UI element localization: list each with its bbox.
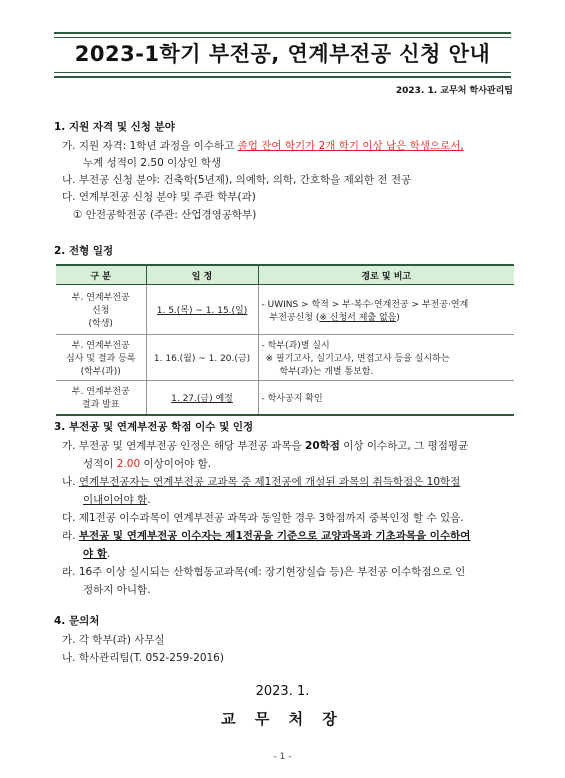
s1-item-a: 가. 지원 자격: 1학년 과정을 이수하고 졸업 잔여 학기가 2개 학기 이상 남은 학생으로서, [62, 140, 464, 152]
col-header: 구 분 [56, 265, 146, 285]
dateline: 2023. 1. 교무처 학사관리팀 [395, 86, 513, 96]
signature-name: 교 무 처 장 [221, 710, 344, 728]
row-date: 1. 5.(목) ~ 1. 15.(일) [146, 285, 258, 335]
s3-item-b: 나. 연계부전공자는 연계부전공 교과목 중 제1전공에 개설된 과목의 취득학점은 10학점 [62, 476, 461, 488]
signature-date: 2023. 1. [255, 684, 310, 699]
section-4-heading: 4. 문의처 [54, 615, 100, 627]
s1-item-c: 다. 연계부전공 신청 분야 및 주관 학부(과) [62, 191, 256, 203]
row-note: - UWINS > 학적 > 부·복수·연계전공 > 부전공·연계 부전공신청 (※ 신청서 제출 없음) [258, 285, 514, 335]
s1-item-c1: ① 안전공학전공 (주관: 산업경영공학부) [73, 209, 257, 221]
s3-item-d: 라. 부전공 및 연계부전공 이수자는 제1전공을 기준으로 교양과목과 기초과목을 이수하여 [62, 530, 471, 542]
table-header-row [56, 265, 514, 285]
s3-item-c: 다. 제1전공 이수과목이 연계부전공 과목과 동일한 경우 3학점까지 중복인정 할 수 있음. [62, 512, 464, 524]
row-label: 부. 연계부전공 심사 및 결과 등록 (학부(과)) [56, 335, 146, 381]
section-2-heading: 2. 전형 일정 [54, 245, 114, 257]
s3-item-a-cont: 성적이 2.00 이상이어야 함. [83, 458, 212, 470]
col-header: 경로 및 비고 [258, 265, 514, 285]
table-row [56, 335, 514, 381]
s1-item-a-cont: 누계 성적이 2.50 이상인 학생 [83, 157, 222, 169]
row-note: - 학사공지 확인 [258, 381, 514, 415]
s3-item-a: 가. 부전공 및 연계부전공 인정은 해당 부전공 과목을 20학점 이상 이수하고, 그 평점평균 [62, 440, 469, 452]
table-row [56, 381, 514, 415]
document-title: 2023-1학기 부전공, 연계부전공 신청 안내 [74, 42, 491, 66]
table-row [56, 285, 514, 335]
s3-item-b-cont: 이내이어야 함. [83, 494, 151, 506]
schedule-table [56, 264, 514, 416]
row-label: 부. 연계부전공 결과 발표 [56, 381, 146, 415]
col-header: 일 정 [146, 265, 258, 285]
s1-item-b: 나. 부전공 신청 분야: 건축학(5년제), 의예학, 의학, 간호학을 제외한 전 전공 [62, 174, 412, 186]
s3-item-e-cont: 정하지 아니함. [83, 584, 151, 596]
s4-item-a: 가. 각 학부(과) 사무실 [62, 634, 165, 646]
page-number: - 1 - [273, 752, 292, 762]
s4-item-b: 나. 학사관리팀(T. 052-259-2016) [62, 652, 224, 664]
s1-item-a-emphasis: 졸업 잔여 학기가 2개 학기 이상 남은 학생으로서, [237, 140, 464, 152]
row-date: 1. 16.(월) ~ 1. 20.(금) [146, 335, 258, 381]
row-note: - 학부(과)별 실시 ※ 필기고사, 실기고사, 면접고사 등을 실시하는 학부(과)는 개별 통보함. [258, 335, 514, 381]
section-3-heading: 3. 부전공 및 연계부전공 학점 이수 및 인정 [54, 421, 254, 433]
section-1-heading: 1. 지원 자격 및 신청 분야 [54, 121, 175, 133]
s3-item-d-cont: 야 함. [83, 548, 111, 560]
row-label: 부. 연계부전공 신청 (학생) [56, 285, 146, 335]
s3-item-e: 라. 16주 이상 실시되는 산학협동교과목(예: 장기현장실습 등)은 부전공 이수학점으로 인 [62, 566, 466, 578]
row-date: 1. 27.(금) 예정 [146, 381, 258, 415]
